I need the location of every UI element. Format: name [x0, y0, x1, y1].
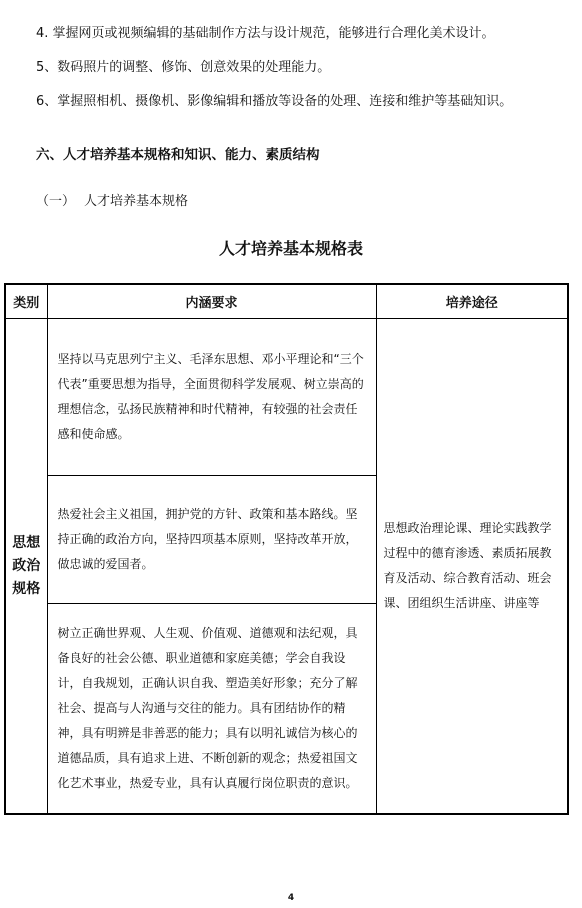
page-number: 4 — [287, 893, 295, 903]
header-approach: 培养途径 — [376, 284, 568, 319]
subsection-number: （一） — [36, 194, 76, 209]
category-line: 政治 — [12, 557, 41, 574]
spec-table — [4, 283, 569, 815]
requirement-cell: 树立正确世界观、人生观、价值观、道德观和法纪观，具备良好的社会公德、职业道德和家庭美德；学会自我设计，自我规划，正确认识自我、塑造美好形象；充分了解社会、提高与人沟通与交往的能力。具有团结协作的精神，具有明辨是非善恶的能力；具有以明礼诚信为核心的道德品质，具有追求上进、不断创新的观念；热爱祖国文化艺术事业，热爱专业，具有认真履行岗位职责的意识。 — [47, 604, 376, 815]
category-line: 规格 — [12, 580, 41, 597]
table-title: 人才培养基本规格表 — [218, 239, 363, 258]
header-category: 类别 — [5, 284, 47, 319]
requirement-cell: 坚持以马克思列宁主义、毛泽东思想、邓小平理论和“三个代表”重要思想为指导，全面贯彻科学发展观、树立崇高的理想信念，弘扬民族精神和时代精神，有较强的社会责任感和使命感。 — [47, 319, 376, 476]
subsection-heading — [36, 190, 188, 209]
section-heading: 六、人才培养基本规格和知识、能力、素质结构 — [36, 147, 320, 163]
intro-line-6: 6、掌握照相机、摄像机、影像编辑和播放等设备的处理、连接和维护等基础知识。 — [36, 94, 513, 109]
intro-line-5: 5、数码照片的调整、修饰、创意效果的处理能力。 — [36, 60, 331, 75]
table-row — [5, 319, 568, 476]
category-line: 思想 — [12, 534, 41, 551]
subsection-label: 人才培养基本规格 — [84, 194, 189, 209]
approach-cell: 思想政治理论课、理论实践教学过程中的德育渗透、素质拓展教育及活动、综合教育活动、班会课、团组织生活讲座、讲座等 — [376, 319, 568, 815]
requirement-cell: 热爱社会主义祖国，拥护党的方针、政策和基本路线。坚持正确的政治方向，坚持四项基本原则，坚持改革开放，做忠诚的爱国者。 — [47, 476, 376, 604]
header-requirements: 内涵要求 — [47, 284, 376, 319]
table-header-row — [5, 284, 568, 319]
intro-line-4: 4. 掌握网页或视频编辑的基础制作方法与设计规范，能够进行合理化美术设计。 — [36, 26, 495, 41]
category-cell — [5, 319, 47, 815]
